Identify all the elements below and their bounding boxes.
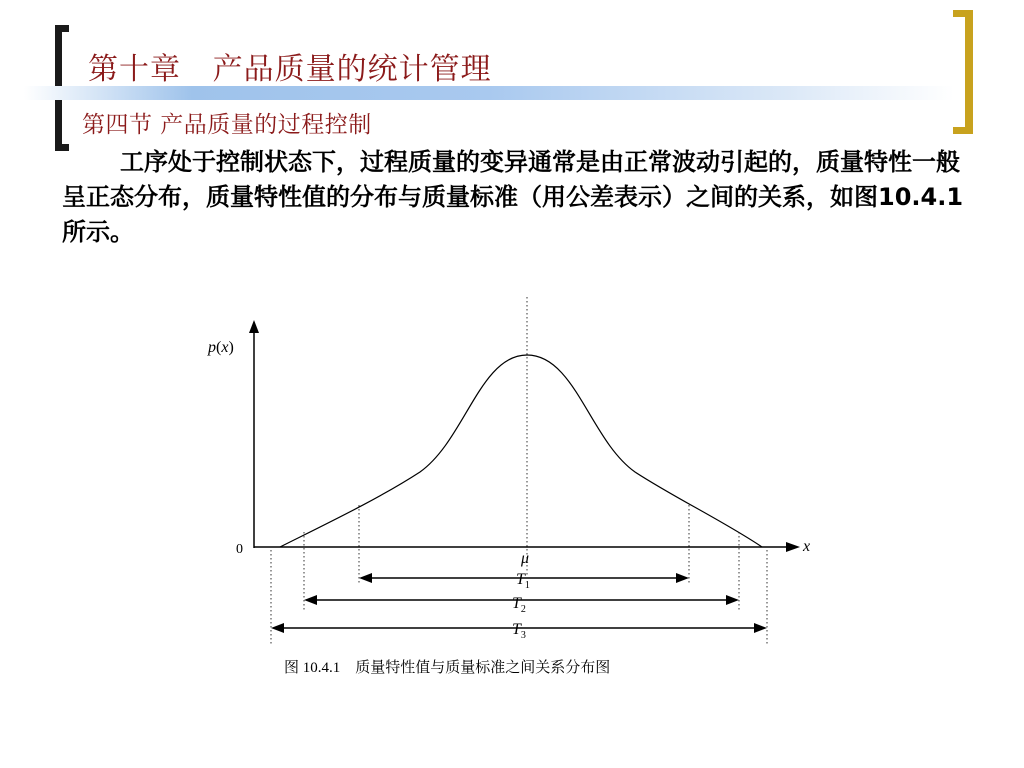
t2-arrowhead-left — [304, 595, 317, 605]
t2-subscript: 2 — [520, 604, 526, 615]
body-paragraph: 工序处于控制状态下，过程质量的变异通常是由正常波动引起的，质量特性一般呈正态分布，质量特性值的分布与质量标准（用公差表示）之间的关系，如图10.4.1所示。 — [62, 148, 964, 246]
t2-arrowhead-right — [726, 595, 739, 605]
t1-arrowhead-right — [676, 573, 689, 583]
t1-symbol: T — [516, 571, 525, 588]
t1-arrowhead-left — [359, 573, 372, 583]
t3-label — [512, 621, 526, 641]
mean-label: μ — [521, 550, 530, 567]
x-axis-arrowhead — [786, 542, 800, 552]
t3-arrowhead-left — [271, 623, 284, 633]
t2-symbol: T — [512, 595, 521, 612]
y-label-paren-close: ) — [228, 339, 234, 356]
t1-subscript: 1 — [524, 580, 530, 591]
y-axis-label — [207, 339, 234, 356]
distribution-curve — [280, 355, 762, 547]
t3-arrowhead-right — [754, 623, 767, 633]
t2-label — [512, 595, 526, 615]
y-label-paren-open: ( — [216, 339, 222, 356]
section-title: 第四节 产品质量的过程控制 — [82, 112, 372, 138]
origin-label: 0 — [236, 542, 243, 557]
figure-caption: 图 10.4.1 质量特性值与质量标准之间关系分布图 — [284, 660, 611, 676]
x-axis-label: x — [803, 538, 811, 555]
y-label-p: p — [208, 339, 216, 356]
y-label-x: x — [221, 339, 229, 356]
t1-label — [516, 571, 530, 591]
t3-subscript: 3 — [520, 630, 526, 641]
chapter-title: 第十章 产品质量的统计管理 — [88, 52, 492, 87]
y-axis-arrowhead — [249, 320, 259, 333]
t3-symbol: T — [512, 621, 521, 638]
